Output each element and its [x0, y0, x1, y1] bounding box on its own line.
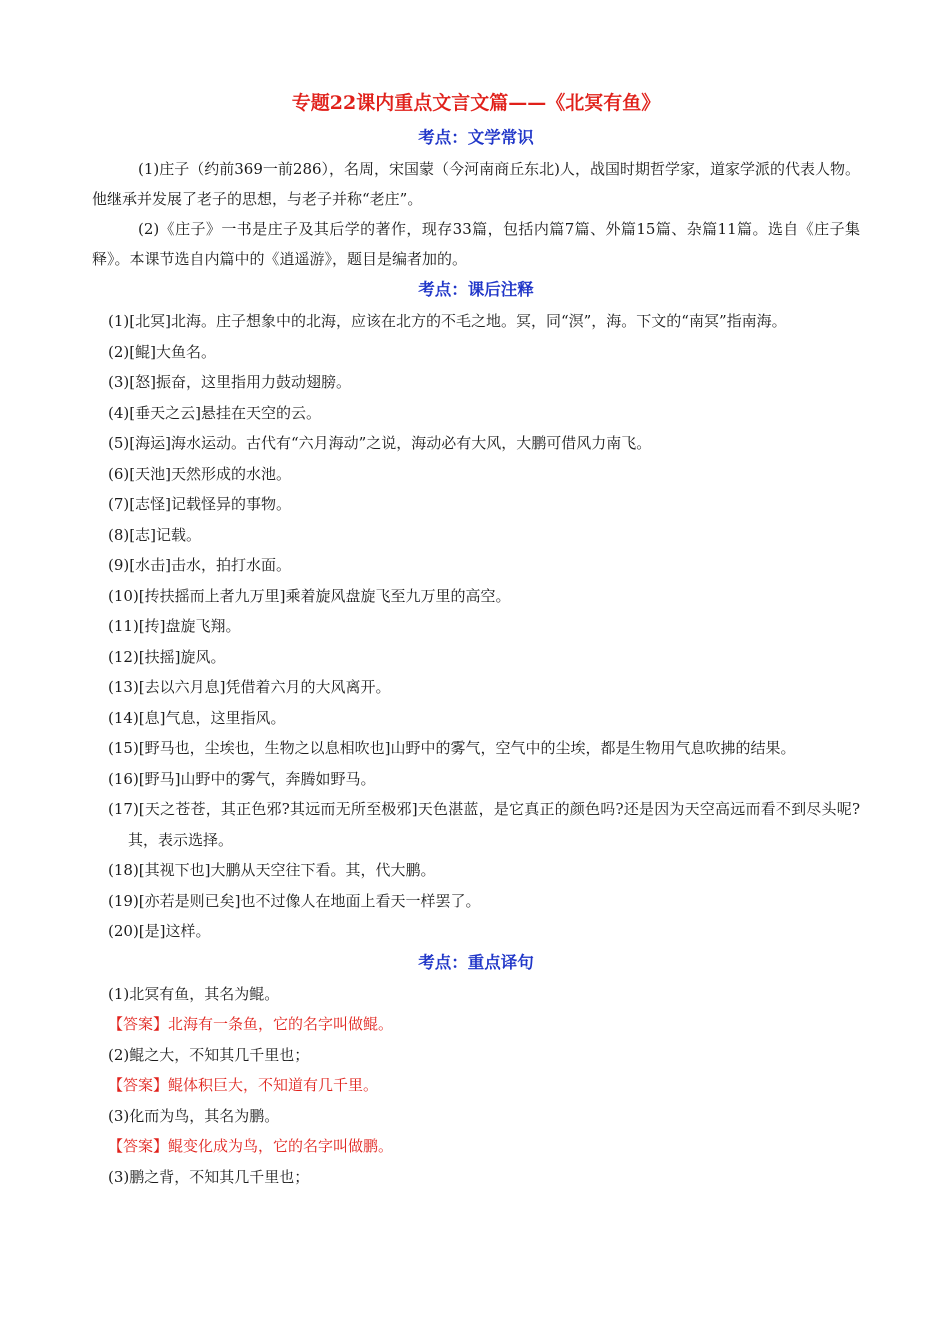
section-title-literary-knowledge: 考点：文学常识 — [418, 128, 534, 147]
annotation-item: (16)[野马]山野中的雾气，奔腾如野马。 — [108, 769, 376, 788]
annotation-item: (19)[亦若是则已矣]也不过像人在地面上看天一样罢了。 — [108, 891, 481, 910]
annotation-item: (15)[野马也，尘埃也，生物之以息相吹也]山野中的雾气，空气中的尘埃，都是生物用气息吹拂的结果。 — [108, 739, 796, 757]
annotation-item: (11)[抟]盘旋飞翔。 — [108, 617, 241, 635]
translation-sentence: (3)鹏之背，不知其几千里也； — [108, 1167, 310, 1186]
annotation-item: (3)[怒]振奋，这里指用力鼓动翅膀。 — [108, 373, 351, 391]
annotation-item: (2)[鲲]大鱼名。 — [108, 342, 216, 361]
annotation-item: (13)[去以六月息]凭借着六月的大风离开。 — [108, 678, 391, 696]
section-title-annotations: 考点：课后注释 — [418, 280, 534, 299]
translation-answer: 【答案】鲲体积巨大，不知道有几千里。 — [108, 1076, 379, 1094]
annotation-item: (14)[息]气息，这里指风。 — [108, 708, 286, 727]
annotation-item: (8)[志]记载。 — [108, 525, 201, 544]
annotation-item: (1)[北冥]北海。庄子想象中的北海，应该在北方的不毛之地。冥，同“溟”，海。下文的“南冥”指南海。 — [108, 312, 787, 330]
document-content — [92, 88, 860, 1192]
translation-sentence: (1)北冥有鱼，其名为鲲。 — [108, 984, 280, 1003]
section-title-key-translations: 考点：重点译句 — [418, 952, 534, 972]
annotation-item: (10)[抟扶摇而上者九万里]乘着旋风盘旋飞至九万里的高空。 — [108, 586, 511, 605]
paragraph: (1)庄子（约前369一前286），名周，宋国蒙（今河南商丘东北)人，战国时期哲学家，道家学派的代表人物。他继承并发展了老子的思想，与老子并称“老庄”。 — [92, 160, 860, 208]
annotation-item: (6)[天池]天然形成的水池。 — [108, 464, 291, 483]
annotation-item: (20)[是]这样。 — [108, 922, 211, 940]
translation-answer: 【答案】鲲变化成为鸟，它的名字叫做鹏。 — [108, 1137, 394, 1155]
annotation-item: (12)[扶摇]旋风。 — [108, 647, 226, 666]
translation-answer: 【答案】北海有一条鱼，它的名字叫做鲲。 — [108, 1015, 394, 1033]
annotation-item: (4)[垂天之云]悬挂在天空的云。 — [108, 403, 321, 422]
annotation-item: (18)[其视下也]大鹏从天空往下看。其，代大鹏。 — [108, 861, 436, 879]
translation-sentence: (2)鲲之大，不知其几千里也； — [108, 1045, 310, 1064]
annotation-item: (5)[海运]海水运动。古代有“六月海动”之说，海动必有大风，大鹏可借风力南飞。 — [108, 434, 652, 452]
annotation-item: (17)[天之苍苍，其正色邪?其远而无所至极邪]天色湛蓝，是它真正的颜色吗?还是因为天空高远而看不到尽头呢?其，表示选择。 — [108, 800, 860, 849]
annotation-item: (9)[水击]击水，拍打水面。 — [108, 556, 291, 574]
paragraph: (2)《庄子》一书是庄子及其后学的著作，现存33篇，包括内篇7篇、外篇15篇、杂篇11篇。选自《庄子集释》。本课节选自内篇中的《逍遥游》，题目是编者加的。 — [92, 220, 860, 268]
annotation-item: (7)[志怪]记载怪异的事物。 — [108, 495, 291, 513]
document-title: 专题22课内重点文言文篇——《北冥有鱼》 — [291, 92, 661, 114]
translation-sentence: (3)化而为鸟，其名为鹏。 — [108, 1106, 280, 1125]
